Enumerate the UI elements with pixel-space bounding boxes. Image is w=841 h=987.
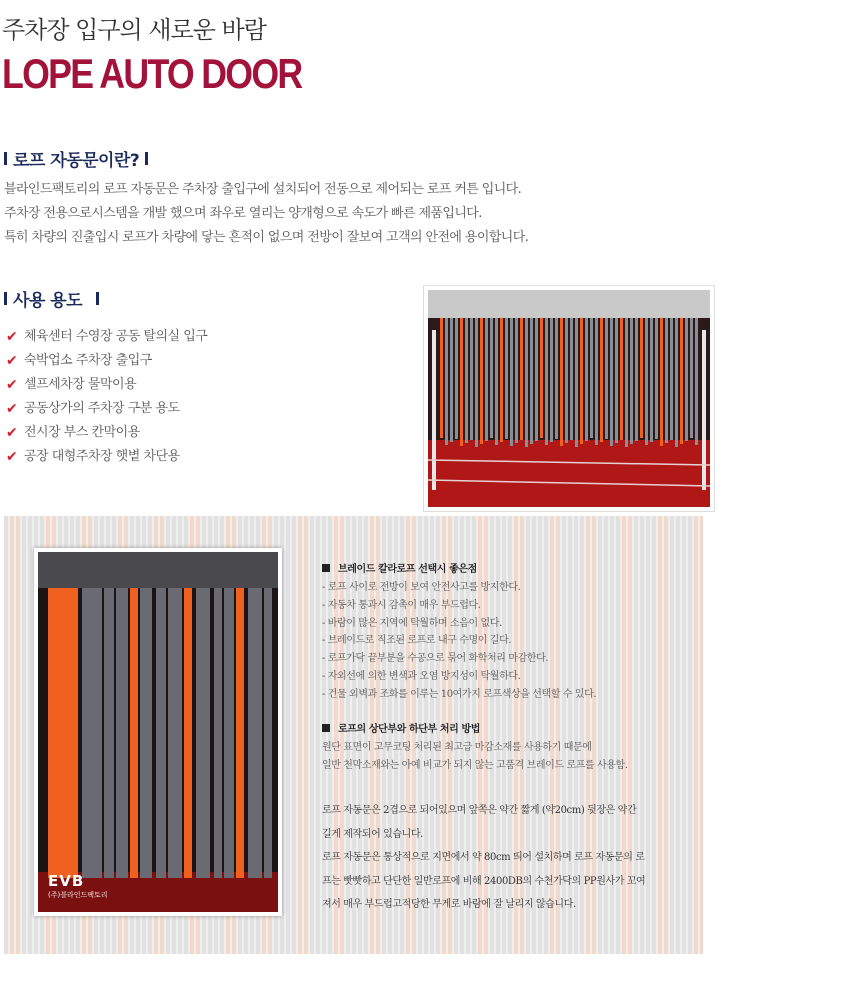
rope-strand	[560, 318, 563, 446]
uses-heading	[4, 286, 99, 311]
rope-strand	[655, 318, 658, 439]
rope-strand	[130, 588, 138, 878]
list-item	[6, 349, 207, 373]
page-title: LOPE AUTO DOOR	[2, 50, 302, 97]
faded-rope-strand	[694, 516, 698, 954]
rope-strand	[530, 318, 533, 444]
list-item-label: 공동상가의 주차장 구분 용도	[24, 401, 180, 416]
faded-rope-strand	[304, 516, 308, 954]
faded-rope-strand	[664, 516, 668, 954]
intro-line: 주차장 전용으로시스템을 개발 했으며 좌우로 열리는 양개형으로 속도가 빠른 제품입니다.	[4, 206, 482, 221]
rope-strand	[440, 318, 443, 438]
list-item-label: 전시장 부스 칸막이용	[24, 425, 140, 440]
heading-bar-right	[96, 292, 99, 305]
faded-rope-strand	[676, 516, 680, 954]
rope-strand	[470, 318, 473, 440]
rope-strand	[168, 588, 182, 878]
heading-bar-left	[4, 152, 7, 165]
uses-list	[6, 325, 207, 469]
rope-closeup-photo	[34, 548, 282, 916]
note-line: 로프 자동문은 2겹으로 되어있으며 앞쪽은 약간 짧게 (약20cm) 뒷장은 약간	[322, 805, 637, 816]
faded-rope-strand	[298, 516, 302, 954]
check-icon: ✔	[6, 329, 18, 345]
check-icon: ✔	[6, 377, 18, 393]
rope-strand	[156, 588, 166, 878]
list-item	[6, 373, 207, 397]
rope-strand	[450, 318, 453, 442]
list-item	[6, 325, 207, 349]
list-item	[6, 397, 207, 421]
door-header-beam	[428, 290, 710, 318]
braid-line: - 자외선에 의한 변색과 오염 방지성이 탁월하다.	[322, 670, 521, 682]
rope-strand	[550, 318, 553, 442]
rope-strand	[475, 318, 478, 447]
rope-strand	[196, 588, 210, 878]
rope-strand	[445, 318, 448, 445]
page-subtitle: 주차장 입구의 새로운 바람	[2, 16, 266, 44]
check-icon: ✔	[6, 401, 18, 417]
rope-door-installation-photo	[423, 285, 715, 512]
rope-strand	[570, 318, 573, 440]
closeup-header-beam	[38, 552, 278, 588]
braid-line: - 브레이드로 직조된 로프로 내구 수명이 길다.	[322, 635, 512, 647]
faded-rope-strand	[22, 516, 26, 954]
left-post	[432, 330, 436, 490]
rope-strand	[236, 588, 244, 878]
list-item-label: 체육센터 수영장 공동 탈의실 입구	[24, 329, 208, 344]
list-item	[6, 421, 207, 445]
red-floor	[428, 440, 710, 507]
note-line: 길게 제작되어 있습니다.	[322, 828, 423, 840]
note-line: 로프 자동문은 통상적으로 지면에서 약 80cm 띄어 설치하며 로프 자동문의 로	[322, 852, 645, 863]
rope-strand	[264, 588, 272, 878]
square-bullet-icon	[322, 724, 330, 732]
check-icon: ✔	[6, 449, 18, 465]
rope-strand	[465, 318, 468, 443]
rope-strand	[485, 318, 488, 441]
faded-rope-strand	[646, 516, 650, 954]
rope-strand	[82, 588, 102, 878]
rope-strand	[645, 318, 648, 445]
list-item-label: 셀프세차장 물막이용	[24, 377, 137, 392]
rope-strand	[540, 318, 543, 438]
rope-strand	[184, 588, 192, 878]
faded-rope-strand	[700, 516, 703, 954]
faded-rope-strand	[670, 516, 674, 954]
rope-strand	[535, 318, 538, 441]
rope-door-illustration	[428, 290, 710, 507]
rope-strand	[460, 318, 463, 446]
rope-strand	[48, 588, 78, 878]
rope-strand	[665, 318, 668, 443]
finish-line: 일반 천막소재와는 아예 비교가 되지 않는 고품격 브레이드 로프를 사용함.	[322, 759, 628, 771]
braid-benefits	[322, 560, 596, 704]
rope-strand	[575, 318, 578, 447]
rope-strand	[224, 588, 234, 878]
rope-strand	[490, 318, 493, 438]
intro-heading	[4, 146, 148, 171]
intro-line: 블라인드팩토리의 로프 자동문은 주차장 출입구에 설치되어 전동으로 제어되는 로프 커튼 입니다.	[4, 182, 522, 197]
rope-closeup-illustration	[38, 552, 278, 912]
rope-strand	[675, 318, 678, 447]
check-icon: ✔	[6, 425, 18, 441]
list-item-label: 공장 대형주차장 햇볕 차단용	[24, 449, 180, 464]
rope-strand	[680, 318, 683, 444]
braid-heading-text: 브레이드 칼라로프 선택시 좋은점	[338, 564, 477, 575]
square-bullet-icon	[322, 564, 330, 572]
rope-strand	[104, 588, 114, 878]
faded-rope-strand	[28, 516, 32, 954]
finish-heading-text: 로프의 상단부와 하단부 처리 방법	[338, 724, 480, 735]
rope-strand	[455, 318, 458, 439]
intro-text	[4, 178, 528, 250]
rope-strand	[505, 318, 508, 439]
faded-rope-strand	[16, 516, 20, 954]
rope-strand	[620, 318, 623, 440]
finish-method	[322, 720, 628, 775]
finish-heading	[322, 720, 628, 735]
finish-line: 원단 표면이 고무코팅 처리된 최고급 마감소재를 사용하기 때문에	[322, 742, 592, 753]
faded-rope-strand	[682, 516, 686, 954]
braid-line: - 바람이 많은 지역에 탁월하며 소음이 없다.	[322, 617, 502, 629]
rope-strand	[610, 318, 613, 446]
faded-rope-strand	[310, 516, 314, 954]
rope-strand	[510, 318, 513, 446]
rope-strand	[690, 318, 693, 438]
rope-strand	[590, 318, 593, 438]
rope-strand	[585, 318, 588, 441]
faded-rope-strand	[316, 516, 320, 954]
rope-strand	[116, 588, 128, 878]
rope-strand	[480, 318, 483, 444]
braid-line: - 로프 사이로 전방이 보여 안전사고를 방지한다.	[322, 582, 521, 593]
list-item	[6, 445, 207, 469]
rope-strand	[630, 318, 633, 444]
heading-bar-right	[145, 152, 148, 165]
check-icon: ✔	[6, 353, 18, 369]
heading-bar-left	[4, 292, 7, 305]
faded-rope-strand	[652, 516, 656, 954]
note-line: 프는 빳빳하고 단단한 일반로프에 비해 2400DB의 수천가닥의 PP원사가 꼬여	[322, 875, 646, 887]
braid-line: - 자동차 통과시 감촉이 매우 부드럽다.	[322, 599, 481, 611]
evb-logo-subtext: (주)블라인드팩토리	[48, 891, 108, 899]
rope-strand	[640, 318, 643, 438]
rope-strand	[650, 318, 653, 442]
braid-line: - 건물 외벽과 조화를 이루는 10여가지 로프색상을 선택할 수 있다.	[322, 688, 597, 700]
rope-strand	[600, 318, 603, 442]
rope-strand	[625, 318, 628, 447]
rope-strand	[500, 318, 503, 442]
evb-logo-text: EVB	[48, 872, 85, 890]
rope-strand	[605, 318, 608, 439]
rope-detail-section	[4, 516, 703, 954]
rope-strand	[670, 318, 673, 440]
rope-strand	[565, 318, 568, 443]
rope-strand	[685, 318, 688, 441]
faded-rope-strand	[4, 516, 8, 954]
braid-heading	[322, 560, 596, 575]
faded-rope-strand	[286, 516, 290, 954]
rope-strand	[515, 318, 518, 443]
right-post	[702, 330, 706, 490]
rope-strand	[248, 588, 262, 878]
rope-strand	[695, 318, 698, 445]
faded-rope-strand	[688, 516, 692, 954]
rope-strand	[660, 318, 663, 446]
rope-strand	[525, 318, 528, 447]
rope-strand	[555, 318, 558, 439]
intro-line: 특히 차량의 진출입시 로프가 차량에 닿는 흔적이 없으며 전방이 잘보여 고객의 안전에 용이합니다.	[4, 230, 529, 245]
installation-note	[322, 799, 645, 917]
list-item-label: 숙박업소 주차장 출입구	[24, 353, 152, 368]
uses-heading-text: 사용 용도	[13, 291, 83, 311]
rope-strand	[635, 318, 638, 441]
faded-rope-strand	[10, 516, 14, 954]
rope-strand	[495, 318, 498, 445]
braid-line: - 로프가닥 끝부분을 수공으로 묶어 화학처리 마감한다.	[322, 653, 549, 665]
faded-rope-strand	[658, 516, 662, 954]
rope-strand	[140, 588, 152, 878]
evb-logo	[48, 872, 108, 900]
rope-strand	[520, 318, 523, 440]
rope-strand	[580, 318, 583, 444]
rope-strand	[214, 588, 222, 878]
rope-strand	[615, 318, 618, 443]
rope-strand	[595, 318, 598, 445]
rope-strand	[545, 318, 548, 445]
faded-rope-strand	[292, 516, 296, 954]
intro-heading-text: 로프 자동문이란?	[13, 151, 140, 171]
note-line: 져서 매우 부드럽고적당한 무게로 바람에 잘 날리지 않습니다.	[322, 899, 576, 910]
